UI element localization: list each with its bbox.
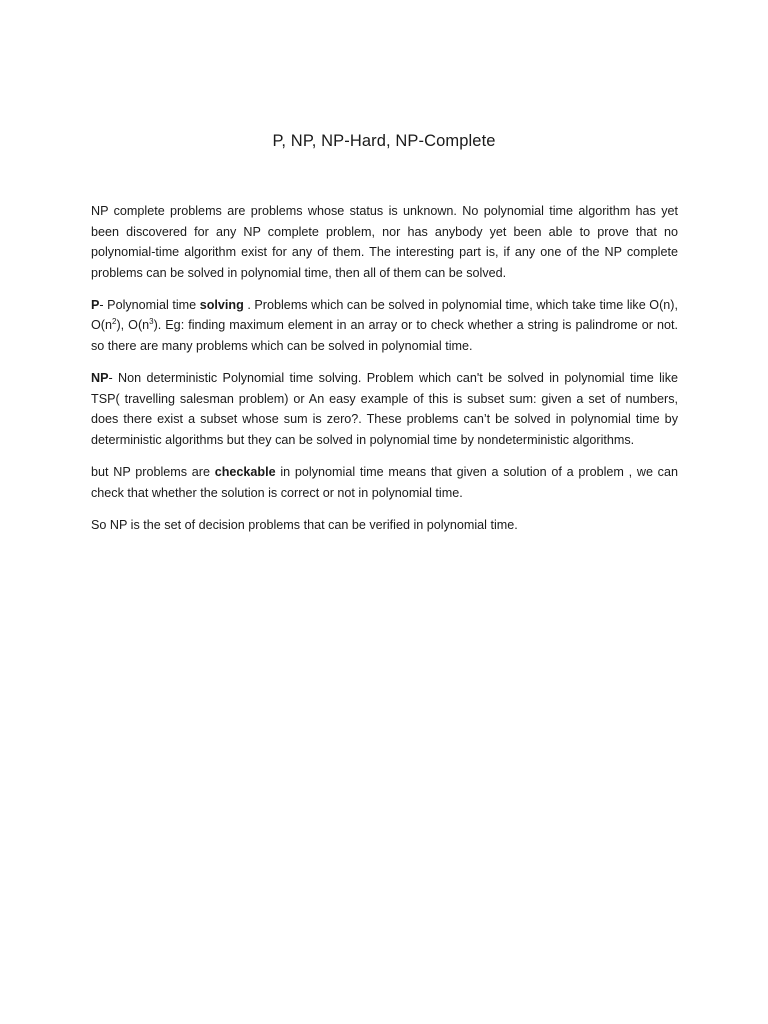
p-text-2: . Problems which can be solved in polynomial time, which take time like O(n), O(n [91,297,678,333]
checkable-text-1: but NP problems are [91,465,215,480]
checkable-text-2: in polynomial time means that given a solution of a problem , we can check that whether the solution is correct or not in polynomial time. [91,465,678,500]
term-solving: solving [199,297,244,312]
paragraph-p-definition [91,295,678,357]
p-text-4: ). Eg: finding maximum element in an array or to check whether a string is palindrome or not. so there are many problems which can be solved in polynomial time. [91,318,678,354]
term-np: NP [91,371,109,386]
document-body [91,201,678,547]
superscript-3: 3 [149,317,154,327]
paragraph-intro: NP complete problems are problems whose status is unknown. No polynomial time algorithm has yet been discovered for any NP complete problem, nor has anybody yet been able to prove that no polynomial-time algorithm exist for any of them. The interesting part is, if any one of the NP complete problems can be solved in polynomial time, then all of them can be solved. [91,204,678,280]
paragraph-checkable [91,462,678,503]
p-text-1: - Polynomial time [99,297,200,312]
document-title: P, NP, NP-Hard, NP-Complete [272,132,496,150]
np-text: - Non deterministic Polynomial time solving. Problem which can't be solved in polynomial time like TSP( travelling salesman problem) or An easy example of this is subset sum: given a set of numbers, does there exist a subset whose sum is zero?. These problems can’t be solved in polynomial time by deterministic algorithms but they can be solved in polynomial time by nondeterministic algorithms. [91,371,678,447]
term-p: P [91,297,100,312]
superscript-2: 2 [112,317,117,327]
term-checkable: checkable [214,465,276,480]
paragraph-np-definition [91,368,678,450]
paragraph-summary: So NP is the set of decision problems that can be verified in polynomial time. [91,517,518,532]
p-text-3: ), O(n [116,318,150,333]
